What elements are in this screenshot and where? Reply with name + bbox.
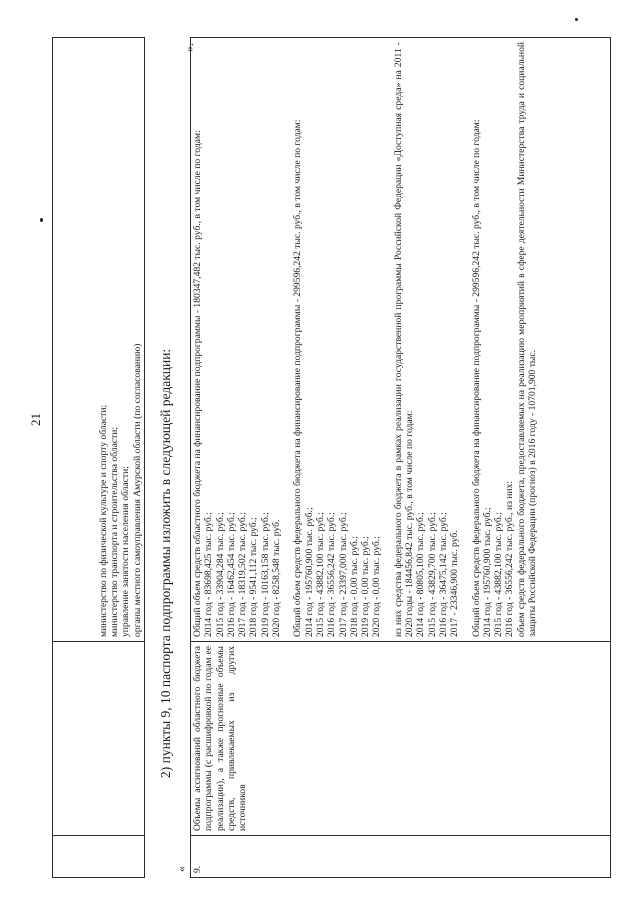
year-line: 2016 год - 36556,242 тыс. руб., из них: [504,480,516,637]
empty-cell [53,836,145,878]
year-line: 2016 год - 36475,142 тыс. руб.; [437,512,449,637]
regional-budget-intro: Общий объем средств областного бюджета на финансирование подпрограммы - 180347,482 тыс. руб., в том числе по годам: [192,130,203,637]
ministries-cell [53,38,145,642]
accessible-environment-intro: из них средства федерального бюджета в рамках реализации государственной программы Российской Федерации «Доступная среда» на 2011 - 2020 годы - 184456,842 тыс. руб., в том числе по годам: [392,42,416,637]
ministry-funding-tail: объем средств федерального бюджета, предоставляемых на реализацию мероприятий в сфере деятельности Министерства труда и социальной защиты Российской Федерации (прогноз) в 2016 году - 10701,900 тыс. [515,42,539,637]
year-line: 2019 год - 10163,158 тыс. руб.; [259,512,271,637]
ministry-line: министерство по физической культуре и спорту области; [97,404,109,637]
federal-budget-intro: Общий объем средств федерального бюджета на финансирование подпрограммы - 299596,242 тыс. руб., в том числе по годам: [292,119,304,637]
year-line: 2019 год - 0,00 тыс. руб.; [360,536,372,637]
year-line: 2014 год - 83698,425 тыс. руб.; [203,512,215,637]
scan-speck [40,218,43,222]
closing-quote: ». [182,43,196,52]
year-line: 2015 год - 43829,700 тыс. руб.; [426,512,438,637]
year-line: 2017 - 23346,900 тыс. руб. [449,530,461,637]
opening-quote: « [174,866,188,872]
year-line: 2016 год - 16462,454 тыс. руб.; [225,512,237,637]
year-line: 2020 год - 8258,548 тыс. руб. [271,519,283,637]
ministry-line: управление занятости населения области; [120,466,132,637]
year-line: 2018 год - 9541,112 тыс. руб.; [248,517,260,637]
year-line: 2017 год - 18319,502 тыс. руб.; [237,512,249,637]
row-label-text: Объемы ассигнований областного бюджета подпрограммы (с расшифровкой по годам ее реализации), а также прогнозные объемы средств, привлекаемых из других источников [192,646,249,831]
executors-table [52,37,145,878]
year-line: 2018 год - 0,00 тыс. руб.; [348,536,360,637]
year-line: 2014 год - 80805,100 тыс. руб.; [415,512,427,637]
ministry-line: органы местного самоуправления Амурской области (по согласованию) [131,343,143,637]
funding-table [190,37,611,878]
year-line: 2020 год - 0,00 тыс. руб.; [371,536,383,637]
federal-budget-intro-repeat: Общий объем средств федерального бюджета на финансирование подпрограммы - 299596,242 тыс. руб., в том числе по годам: [470,119,482,637]
empty-cell [53,642,145,836]
row-label [191,642,611,836]
page-number: 21 [28,413,43,426]
funding-details [191,38,611,642]
year-line: 2015 год - 43882,100 тыс. руб.; [314,512,326,637]
row-number: 9. [191,836,611,878]
scan-speck [575,18,578,21]
section-heading: 2) пункты 9, 10 паспорта подпрограммы изложить в следующей редакции: [158,348,173,778]
year-line: 2015 год - 33904,284 тыс. руб.; [214,512,226,637]
year-line: 2017 год - 23397,000 тыс. руб.; [337,512,349,637]
year-line: 2014 год - 195760,900 тыс. руб.; [481,507,493,637]
year-line: 2014 год - 195760,900 тыс. руб.; [303,507,315,637]
year-line: 2016 год - 36556,242 тыс. руб.; [326,512,338,637]
ministry-line: министерство транспорта и строительства области; [109,426,121,637]
rotated-page-content [52,38,612,878]
year-line: 2015 год - 43882,100 тыс. руб.; [493,512,505,637]
